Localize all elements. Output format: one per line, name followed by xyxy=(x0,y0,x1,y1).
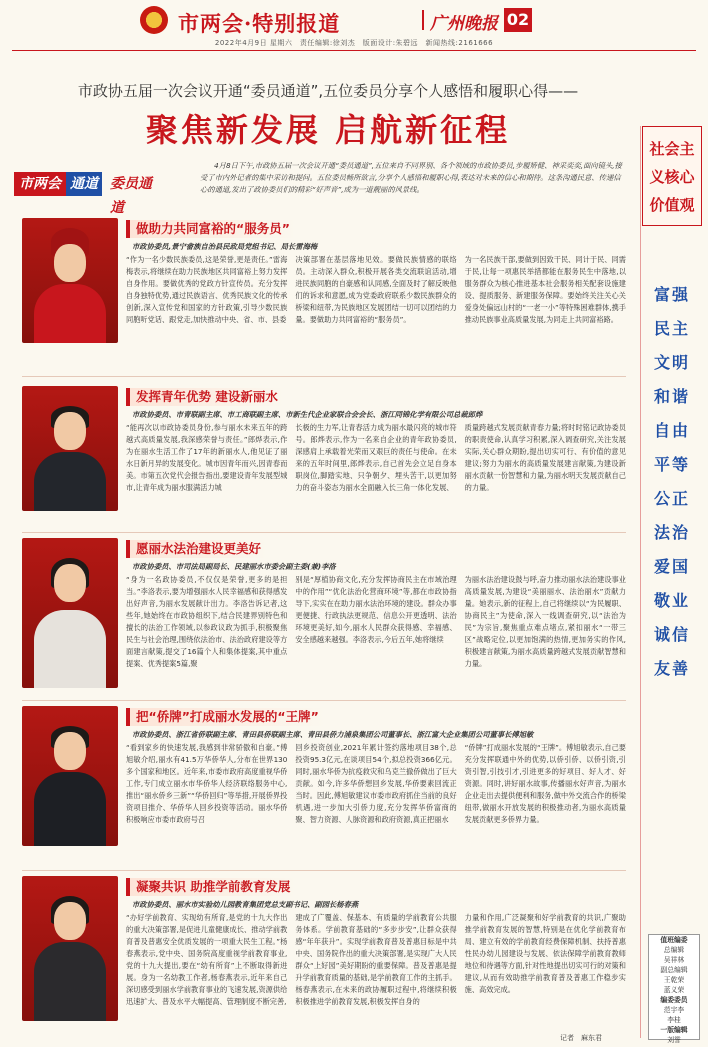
story-divider xyxy=(22,532,626,533)
story-column: 建成了广覆盖、保基本、有质量的学前教育公共服务体系。学前教育基础的“多步步安”,让群众获得感“年年获升”。实现学前教育普及普惠目标是中共中央、国务院作出的重大决策部署,是实现广大人民群众“上好园”美好期盼的重要保障。普及普惠是提升学前教育质量的基础,是学前教育工作的主抓手。杨春燕表示,在未来的政协履职过程中,将继续积极积极推进学前教育发展,积极发挥自身的 xyxy=(295,913,457,1006)
core-value: 爱国 xyxy=(653,557,690,576)
editor-credits xyxy=(648,934,700,1044)
core-values-box xyxy=(642,126,702,226)
story-column: “侨牌”打成丽水发展的“王牌”。傅旭敏表示,自己要充分发挥联通中外的优势,以侨引侨、以侨引资,引资引智,引技引才,引进更多的好项目、好人才、好资源。同时,讲好丽水故事,传播丽水好声音,为丽水企业走出去提供便利和服务,做中外交流合作的桥梁纽带,做丽水开放发展的积极推动者,为丽水高质量发展贡献更多侨界力量。 xyxy=(464,743,626,824)
story-block xyxy=(22,538,626,688)
core-value: 和谐 xyxy=(653,387,690,406)
story-title: 把“侨牌”打成丽水发展的“王牌” xyxy=(126,708,325,726)
article-kicker: 市政协五届一次会议开通“委员通道”,五位委员分享个人感悟和履职心得—— xyxy=(77,82,579,100)
credit-line: 一版编辑 xyxy=(660,1026,688,1034)
story-block xyxy=(22,876,626,1036)
section-title: 市两会·特别报道 xyxy=(178,11,341,36)
story-title: 做助力共同富裕的“服务员” xyxy=(126,220,296,238)
member-photo xyxy=(22,706,118,846)
masthead xyxy=(100,6,530,34)
core-value: 公正 xyxy=(653,489,690,508)
story-byline: 市政协委员、市司法局副局长、民建丽水市委会副主委(兼)李洛 xyxy=(132,562,336,571)
story-column: 长极的生力军,让青春活力成为丽水最闪亮的城市符号。郎烨表示,作为一名来自企业的青年政协委员,深感肩上承载着光荣而又艰巨的责任与使命。在未来的五年时间里,郎烨表示,自己首先会立足自身本职岗位,脚踏实地、只争朝夕、埋头苦干,以更加努力的奋斗姿态为丽水全面融入长三角一体化发展、 xyxy=(295,423,457,492)
credit-line: 刘誉 xyxy=(667,1036,681,1044)
story-column: “看到家乡的快速发展,我感到非常骄傲和自豪。”傅旭敏介绍,丽水有41.5万华侨华人,分布在世界130多个国家和地区。近年来,市委市政府高度重视华侨工作,专门成立丽水市华侨华人经济联络服务中心,推出“丽水侨乡三新”“华侨回归”等举措,开展侨界投资项目推介、华侨华人回乡投资等活动。丽水华侨积极响应市委市政府号召 xyxy=(126,743,288,824)
credit-line: 范宇李 xyxy=(663,1006,685,1014)
member-photo xyxy=(22,538,118,688)
article-intro: 4月8日下午,市政协五届一次会议开通“委员通道”,五位来自不同界别、各个领域的市政协委员,步履矫健、神采奕奕,面向镜头,接受了市内外记者的集中采访和提问。五位委员畅所欲言,分享个人感悟和履职心得,表达对未来的信心和期待。这条沟通民意、传递信心的通道,发出了政协委员们的精彩“好声音”,成为一道靓丽的风景线。 xyxy=(200,161,622,194)
credit-line: 吴祥林 xyxy=(663,956,685,964)
core-value: 自由 xyxy=(653,421,690,440)
story-column: 为丽水法治建设鼓与呼,奋力推动丽水法治建设事业高质量发展,为建设“美丽丽水、法治丽水”贡献力量。她表示,新的征程上,自己将继续以“为民履职、协商民主”为使命,深入一线调查研究,以“法治为民”为宗旨,聚焦重点难点堵点,紧扣丽水“一带三区”战略定位,以更加饱满的热情,更加务实的作风,积极建言献策,为丽水高质量跨越式发展贡献智慧和力量。 xyxy=(464,575,626,668)
credit-line: 值班编委 xyxy=(660,936,688,944)
story-title: 愿丽水法治建设更美好 xyxy=(126,540,267,558)
story-divider xyxy=(22,376,626,377)
story-byline: 市政协委员、浙江省侨联副主席、青田县侨联副主席、青田县侨力浦泉集团公司董事长、浙江富大企业集团公司董事长傅旭敏 xyxy=(132,730,534,739)
core-value: 敬业 xyxy=(653,591,690,610)
page-number: 02 xyxy=(504,8,532,32)
story-column: “能再次以市政协委员身份,参与丽水未来五年的跨越式高质量发展,我深感荣誉与责任。”郎烨表示,作为在丽水生活工作了17年的新丽水人,他见证了丽水日新月异的发展变化。城市因青年而兴,因青春而美。市第五次党代会报告指出,要建设青年发展型城市,让青年成为丽水服满活力城 xyxy=(126,423,288,492)
section-tag-part: 委员通道 xyxy=(110,176,152,216)
story-column: 回乡投资创业,2021年累计签约落地项目38个,总投资95.3亿元,在谈项目54个,拟总投资366亿元。同时,丽水华侨为抗疫救灾和乌克兰撤侨做出了巨大贡献。如今,许多华侨想回乡发展,华侨要素回流正当时。因此,傅旭敏建议市委市政府抓住当前的良好机遇,进一步加大引侨力度,充分发挥华侨富商的聚、智力资源、人脉资源和政府资源,真正把丽水 xyxy=(295,743,457,824)
masthead-divider xyxy=(422,10,424,30)
newspaper-brand: 广州晚报 xyxy=(430,14,498,34)
story-block xyxy=(22,706,626,846)
story-column: “办好学前教育、实现幼有所育,是党的十九大作出的重大决策部署,是促进儿童健康成长、推动学前教育普及普惠安全优质发展的一项重大民生工程。”杨春燕表示,党中央、国务院高度重视学前教育事业,党的十九大提出,要在“幼有所育”上不断取得新进展。身为一名幼教工作者,杨春燕表示,近年来自己深切感受到丽水学前教育事业的飞速发展,资源供给迅速扩大、普及水平大幅提高、管理制度不断完善, xyxy=(126,913,288,1006)
core-value: 友善 xyxy=(653,659,690,678)
story-title: 发挥青年优势 建设新丽水 xyxy=(126,388,284,406)
sidebar-divider xyxy=(640,126,641,1038)
core-value: 文明 xyxy=(653,353,690,372)
credit-line: 王乾荣 xyxy=(663,976,685,984)
article-headline: 聚焦新发展 启航新征程 xyxy=(145,111,511,149)
story-block xyxy=(22,386,626,526)
story-column: “作为一名少数民族委员,这是荣誉,更是责任。”雷海梅表示,将继续在助力民族地区共同富裕上努力发挥自身作用。要做优秀的党政方针宣传员。充分发挥自身独特优势,通过民族语言、优秀民族文化的传承创新,深入宣传党和国家的方针政策,引导少数民族同胞听党话、跟党走,加快推动中央、省、市、县委 xyxy=(126,255,288,324)
story-column: 质量跨越式发展贡献青春力量;将时时铭记政协委员的职责使命,认真学习积累,深入调查研究,关注发展实际,关心群众期盼,提出切实可行、有价值的意见建议;努力为丽水的高质量发展建言献策,为建设新丽水贡献一份智慧和力量,为丽水明天发展贡献自己的力量。 xyxy=(464,423,626,492)
national-emblem-icon xyxy=(140,6,168,34)
core-values-list xyxy=(648,282,696,690)
core-value: 富强 xyxy=(653,285,690,304)
core-value: 民主 xyxy=(653,319,690,338)
member-photo xyxy=(22,876,118,1021)
core-value: 法治 xyxy=(653,523,690,542)
story-divider xyxy=(22,870,626,871)
member-photo xyxy=(22,218,118,343)
story-divider xyxy=(22,700,626,701)
core-value: 诚信 xyxy=(653,625,690,644)
story-byline: 市政协委员,景宁畲族自治县民政局党组书记、局长雷海梅 xyxy=(132,242,318,251)
story-column: 为一名民族干部,要做到因致干民、同计于民、同需于民,让每一项惠民举措都能在服务民生中落地,以服务群众为核心推进基本社会服务相关配套设施建设、提质服务、新建服务保障。要始终关注关心关爱身处偏远山村的“一老一小”等特殊困难群体,携手推动民族事业高质量发展,为同走上共同富裕路。 xyxy=(464,255,626,324)
credit-line: 蓝义荣 xyxy=(663,986,685,994)
member-photo xyxy=(22,386,118,511)
top-rule xyxy=(12,50,696,51)
story-column: 别是“厚植协商文化,充分发挥协商民主在市域治理中的作用”“优化法治化营商环境”等,都在市政协指导下,实实在在助力丽水法治环境的建设。群众办事更便捷、行政执法更规范、信息公开更透明、法治环境更美好,如今,丽水人民群众获得感、幸福感、安全感越来越强。李洛表示,今后五年,她将继续 xyxy=(295,575,457,644)
story-column: 决策部署在基层落地见效。要做民族情感的联络员。主动深入群众,积极开展各类交流联谊活动,增进民族同胞的自豪感和认同感,全面及时了解反映他们的诉求和意愿,成为党委政府联系少数民族群众的桥梁和纽带,为民族地区发展团结一切可以团结的力量。要做助力共同富裕的“服务员”。 xyxy=(295,255,457,324)
credit-line: 编委委员 xyxy=(660,996,688,1004)
core-values-title: 社会主义核心价值观 xyxy=(649,140,695,214)
story-title: 凝聚共识 助推学前教育发展 xyxy=(126,878,296,896)
credit-line: 总编辑 xyxy=(663,946,685,954)
section-tag-part: 市两会 xyxy=(14,172,66,196)
story-column: 力量和作用,广泛凝聚和好学前教育的共识,广聚助推学前教育发展的智慧,特别是在优化学前教育布局、建立有效的学前教育经费保障机制、扶持普惠性民办幼儿园建设与发展、依法保障学前教育教师地位和待遇等方面,针对性地提出切实可行的对策和建议,从而有效助推学前教育普及普惠工作稳步实施、高效完成。 xyxy=(464,913,626,994)
credit-line: 李桂 xyxy=(667,1016,681,1024)
core-value: 平等 xyxy=(653,455,690,474)
story-column: “身为一名政协委员,不仅仅是荣誉,更多的是担当。”李洛表示,要为增强丽水人民幸福感和获得感发出好声音,为丽水发展献计出力。李洛告诉记者,这些年,她始终在市政协组织下,结合民建界别特色和擅长的法治工作领域,以参政议政为抓手,积极聚焦民生与社会治理,围绕依法治市、法治政府建设等方面建言献策,提交了16篇个人和集体提案,其中重点提案、优秀提案5篇,聚 xyxy=(126,575,288,668)
credit-line: 副总编辑 xyxy=(660,966,688,974)
dateline: 2022年4月9日 星期六 责任编辑:徐刘杰 版面设计:朱碧远 新闻热线:2161666 xyxy=(214,39,494,47)
story-block xyxy=(22,218,626,358)
section-tag xyxy=(14,172,164,216)
story-byline: 市政协委员、丽水市实验幼儿园教育集团党总支副书记、副园长杨春燕 xyxy=(132,900,359,909)
story-byline: 市政协委员、市青联副主席、市工商联副主席、市新生代企业家联合会会长、浙江同锦化学有限公司总裁郎烨 xyxy=(132,410,483,419)
reporter-credit: 记者 麻东君 xyxy=(560,1034,602,1042)
section-tag-part: 通道 xyxy=(66,172,102,196)
